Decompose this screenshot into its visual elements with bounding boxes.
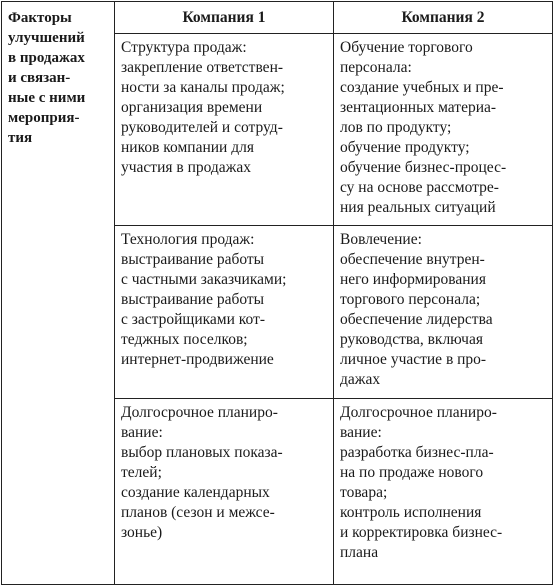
cell-line: су на основе рассмотре-	[340, 179, 499, 196]
cell-line: товара;	[340, 484, 388, 501]
row2-company1-cell	[115, 226, 334, 399]
cell-line: лов по продукту;	[340, 119, 452, 136]
cell-line: теджных поселков;	[121, 331, 248, 348]
cell-line: планов (сезон и межсе-	[121, 504, 275, 521]
factors-header-text	[2, 2, 114, 148]
factors-table	[1, 1, 553, 585]
cell-line: интернет-продвижение	[121, 351, 274, 368]
header-row	[2, 2, 553, 34]
cell-line: руководителей и сотруд-	[121, 119, 283, 136]
factors-header-line: ные с ними	[8, 90, 86, 106]
cell-line: плана	[340, 544, 379, 561]
cell-line: личное участие в про-	[340, 351, 487, 368]
factors-header-line: тия	[8, 130, 33, 146]
row1-company1-cell	[115, 34, 334, 226]
row2-company2-cell	[334, 226, 553, 399]
cell-line: ния реальных ситуаций	[340, 199, 496, 216]
company1-header	[115, 2, 334, 34]
factors-header-line: Факторы	[8, 10, 72, 26]
cell-text	[115, 399, 333, 543]
cell-text	[334, 399, 552, 563]
cell-line: организация времени	[121, 99, 263, 116]
row3-company2-cell	[334, 399, 553, 585]
cell-line: выстраивание работы	[121, 251, 265, 268]
cell-line: руководства, включая	[340, 331, 483, 348]
factors-header-line: в продажах	[8, 50, 85, 66]
cell-line: него информирования	[340, 271, 486, 288]
cell-line: разработка бизнес-пла-	[340, 444, 494, 461]
cell-line: обучение бизнес-процес-	[340, 159, 507, 176]
cell-line: персонала:	[340, 59, 412, 76]
cell-line: Технология продаж:	[121, 231, 255, 248]
cell-line: торгового персонала;	[340, 291, 481, 308]
cell-line: на по продаже нового	[340, 464, 484, 481]
cell-line: вание:	[121, 424, 163, 441]
cell-line: вание:	[340, 424, 382, 441]
cell-line: и корректировка бизнес-	[340, 524, 503, 541]
cell-line: Долгосрочное планиро-	[340, 404, 497, 421]
company2-header-label: Компания 2	[401, 9, 485, 26]
row3-company1-cell	[115, 399, 334, 585]
cell-line: создание учебных и пре-	[340, 79, 504, 96]
cell-line: ности за каналы продаж;	[121, 79, 285, 96]
factors-header-line: и связан-	[8, 70, 71, 86]
cell-line: Структура продаж:	[121, 39, 247, 56]
cell-line: Вовлечение:	[340, 231, 422, 248]
cell-line: закрепление ответствен-	[121, 59, 284, 76]
cell-line: зентационных материа-	[340, 99, 497, 116]
cell-line: обучение продукту;	[340, 139, 470, 156]
company2-header	[334, 2, 553, 34]
company1-header-label: Компания 1	[182, 9, 266, 26]
cell-line: зонье)	[121, 524, 163, 541]
cell-line: с застройщиками кот-	[121, 311, 266, 328]
factors-header-line: улучшений	[8, 30, 85, 46]
cell-text	[115, 226, 333, 370]
factors-column-header	[2, 2, 115, 585]
cell-line: Обучение торгового	[340, 39, 473, 56]
cell-line: с частными заказчиками;	[121, 271, 287, 288]
cell-line: обеспечение внутрен-	[340, 251, 485, 268]
cell-line: ников компании для	[121, 139, 254, 156]
cell-text	[334, 34, 552, 218]
cell-line: дажах	[340, 371, 381, 388]
cell-line: контроль исполнения	[340, 504, 482, 521]
cell-line: участия в продажах	[121, 159, 252, 176]
row1-company2-cell	[334, 34, 553, 226]
cell-line: Долгосрочное планиро-	[121, 404, 278, 421]
cell-text	[334, 226, 552, 390]
cell-line: выбор плановых показа-	[121, 444, 283, 461]
cell-line: выстраивание работы	[121, 291, 265, 308]
factors-header-line: мероприя-	[8, 110, 80, 126]
cell-line: телей;	[121, 464, 162, 481]
cell-line: обеспечение лидерства	[340, 311, 493, 328]
cell-line: создание календарных	[121, 484, 270, 501]
cell-text	[115, 34, 333, 178]
